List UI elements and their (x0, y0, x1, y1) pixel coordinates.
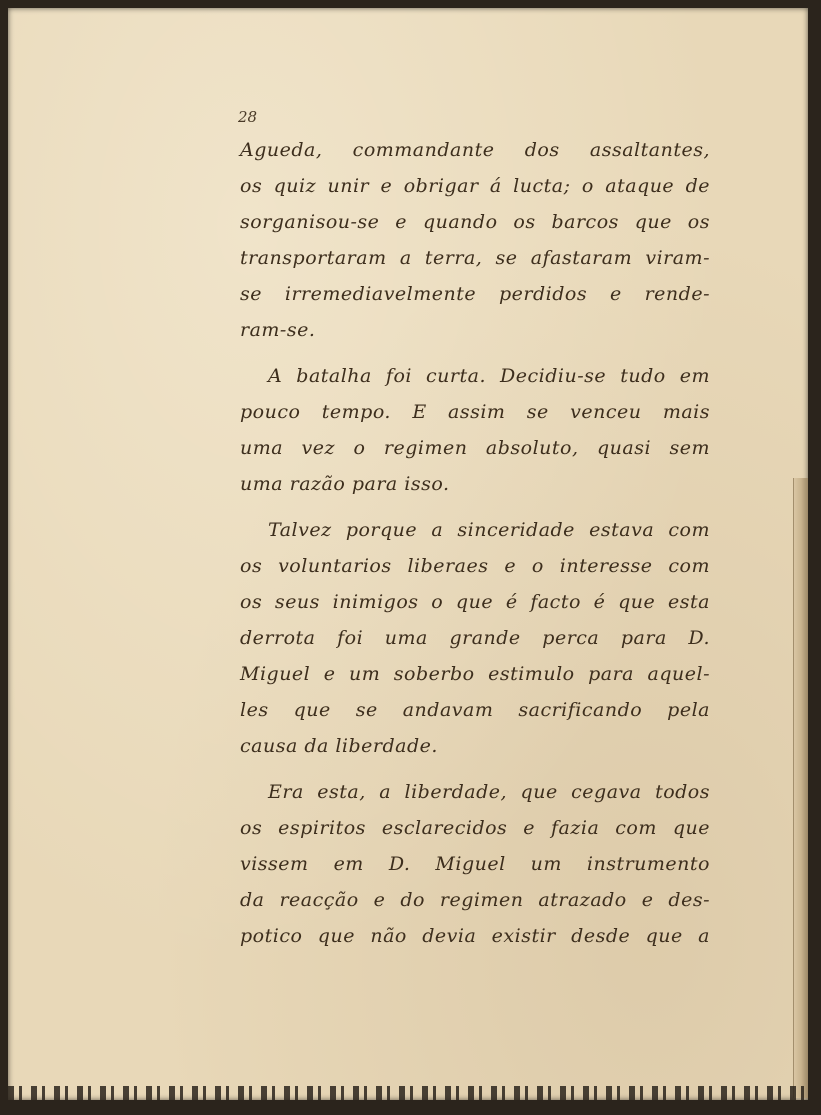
text-line: Era esta, a liberdade, que cegava todos (268, 781, 710, 803)
text-line: os voluntarios liberaes e o interesse com (240, 555, 710, 577)
underlying-page-edge (793, 478, 808, 1098)
paragraph-2 (240, 358, 710, 502)
paragraph-4 (240, 774, 710, 954)
text-line: vissem em D. Miguel um instrumento (240, 853, 710, 875)
text-line: Agueda, commandante dos assaltantes, (240, 139, 710, 161)
text-line: pouco tempo. E assim se venceu mais (240, 401, 710, 423)
manuscript-page (8, 8, 808, 1100)
handwritten-text (240, 132, 710, 954)
text-line: os espiritos esclarecidos e fazia com que (240, 817, 710, 839)
text-line: sorganisou-se e quando os barcos que os (240, 211, 710, 233)
text-line: transportaram a terra, se afastaram viram- (240, 247, 710, 269)
text-line: da reacção e do regimen atrazado e des- (240, 889, 710, 911)
text-line: derrota foi uma grande perca para D. (240, 627, 710, 649)
text-line: uma vez o regimen absoluto, quasi sem (240, 437, 710, 459)
text-line: os seus inimigos o que é facto é que esta (240, 591, 710, 613)
text-line: les que se andavam sacrificando pela (240, 699, 710, 721)
paragraph-1 (240, 132, 710, 348)
text-line: uma razão para isso. (240, 473, 450, 495)
text-line: ram-se. (240, 319, 316, 341)
text-line: se irremediavelmente perdidos e rende- (240, 283, 710, 305)
paragraph-3 (240, 512, 710, 764)
text-line: Talvez porque a sinceridade estava com (268, 519, 710, 541)
text-line: causa da liberdade. (240, 735, 438, 757)
page-number: 28 (238, 108, 258, 126)
torn-paper-edge (8, 1086, 808, 1100)
text-line: os quiz unir e obrigar á lucta; o ataque de (240, 175, 710, 197)
text-line: Miguel e um soberbo estimulo para aquel- (240, 663, 710, 685)
text-line: A batalha foi curta. Decidiu-se tudo em (268, 365, 710, 387)
text-line: potico que não devia existir desde que a (240, 925, 710, 947)
